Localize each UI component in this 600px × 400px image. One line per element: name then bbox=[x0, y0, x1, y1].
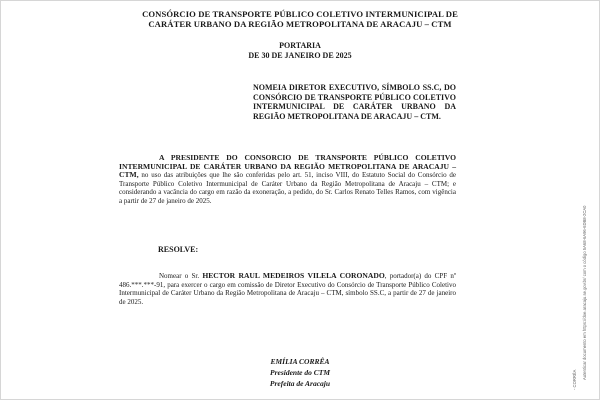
header-line-1: CONSÓRCIO DE TRANSPORTE PÚBLICO COLETIVO INTERMUNICIPAL DE bbox=[142, 9, 458, 19]
side-signature-note bbox=[572, 330, 580, 390]
ordinance-summary: NOMEIA DIRETOR EXECUTIVO, SÍMBOLO SS.C, DO CONSÓRCIO DE TRANSPORTE PÚBLICO COLETIVO INTERMUNICIPAL DE CARÁTER URBANO DA REGIÃO METROPOLITANA DE ARACAJU – CTM. bbox=[253, 83, 456, 121]
appointee-name: HECTOR RAUL MEDEIROS VILELA CORONADO bbox=[202, 271, 385, 280]
header-line-2: CARÁTER URBANO DA REGIÃO METROPOLITANA DE ARACAJU – CTM bbox=[148, 19, 452, 29]
authentication-text: Autenticar documento em https://doe.aracaju.se.gov.br/ com o código 5A68-6A96-6DB8-2CA0 bbox=[582, 205, 587, 380]
authentication-note bbox=[582, 140, 590, 380]
preamble-authority: A PRESIDENTE DO CONSORCIO DE TRANSPORTE PÚBLICO COLETIVO INTERMUNICIPAL DE CARÁTER URBANO DA REGIÃO METROPOLITANA DE ARACAJU – CTM, bbox=[119, 153, 456, 180]
preamble-paragraph bbox=[119, 154, 456, 206]
signatory-role-2: Prefeita de Aracaju bbox=[269, 379, 331, 388]
decree-paragraph bbox=[119, 272, 456, 307]
decree-part-2: , portador(a) do CPF nº 486.***.***-91, para exercer o cargo em comissão de Diretor Executivo do Consórcio de Transporte Público Coletivo Intermunicipal de Caráter Urbano da Região Metropolitana de Aracaju – CTM, símbolo SS.C, a partir de 27 de janeiro de 2025. bbox=[119, 272, 456, 307]
ordinance-date: DE 30 DE JANEIRO DE 2025 bbox=[248, 51, 352, 60]
resolve-heading: RESOLVE: bbox=[158, 245, 199, 254]
decree-part-1: Nomear o Sr. bbox=[159, 272, 203, 280]
preamble-text: no uso das atribuições que lhe são conferidas pelo art. 51, inciso VIII, do Estatuto Social do Consórcio de Transporte Público Coletivo Intermunicipal de Caráter Urbano da Região Metropolitana de Aracaju – CTM; e considerando a vacância do cargo em razão da exoneração, a pedido, do Sr. Carlos Renato Telles Ramos, com vigência a partir de 27 de janeiro de 2025. bbox=[119, 171, 456, 205]
signatory-role-1: Presidente do CTM bbox=[270, 368, 330, 377]
ordinance-type: PORTARIA bbox=[279, 41, 321, 50]
signatory-name: EMÍLIA CORRÊA bbox=[270, 357, 330, 366]
side-signature-text: - CORRÊA bbox=[572, 369, 577, 390]
